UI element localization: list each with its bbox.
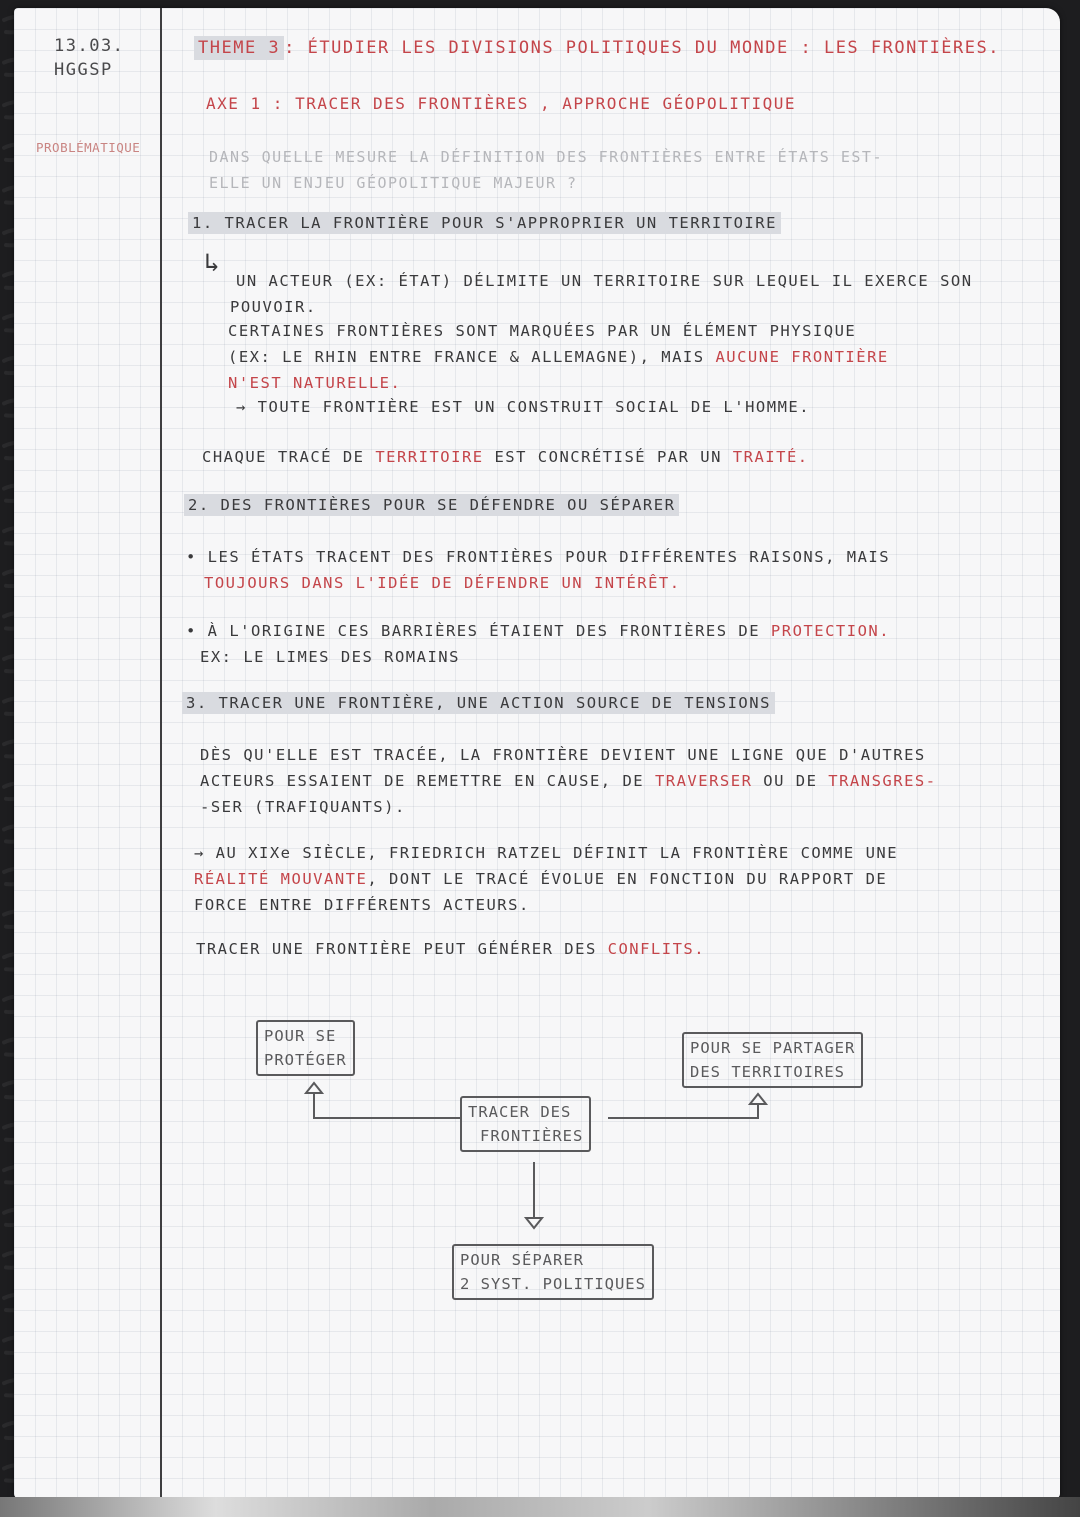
section-2-bullet-2 <box>186 618 890 670</box>
section-2-heading <box>184 492 679 518</box>
theme-text: : ÉTUDIER LES DIVISIONS POLITIQUES DU MONDE : LES FRONTIÈRES. <box>284 38 1000 58</box>
section-3-conflict-line <box>196 936 705 962</box>
section-1-treaty-line <box>202 444 809 470</box>
text-span: CHAQUE TRACÉ DE <box>202 448 376 466</box>
section-2-bullet-1 <box>186 544 890 596</box>
section-1-heading <box>188 214 781 232</box>
highlight-span: TERRITOIRE <box>375 448 484 466</box>
center-box <box>460 1096 591 1152</box>
question-line: ELLE UN ENJEU GÉOPOLITIQUE MAJEUR ? <box>209 174 578 192</box>
box-text: TRACER DES <box>468 1103 572 1121</box>
bottom-box <box>452 1244 654 1300</box>
text-line <box>186 618 890 644</box>
text-line: TOUJOURS DANS L'IDÉE DE DÉFENDRE UN INTÉRÊT. <box>204 574 681 592</box>
section-3-paragraph-2 <box>194 840 898 918</box>
highlight-span: PROTECTION. <box>770 622 891 640</box>
text-line <box>194 866 898 892</box>
conclusion-line: → TOUTE FRONTIÈRE EST UN CONSTRUIT SOCIAL DE L'HOMME. <box>236 398 811 416</box>
text-line: UN ACTEUR (EX: ÉTAT) DÉLIMITE UN TERRITOIRE SUR LEQUEL IL EXERCE SON <box>236 272 973 290</box>
connector-right <box>608 1094 758 1118</box>
problematique-label: PROBLÉMATIQUE <box>36 140 141 155</box>
highlight-span: RÉALITÉ MOUVANTE <box>194 870 368 888</box>
text-line <box>200 768 937 794</box>
text-line <box>228 344 889 370</box>
arrowhead-right <box>750 1094 766 1104</box>
text-line: → AU XIXe SIÈCLE, FRIEDRICH RATZEL DÉFINIT LA FRONTIÈRE COMME UNE <box>194 844 899 862</box>
highlight-span: AUCUNE FRONTIÈRE <box>715 348 889 366</box>
text-line: N'EST NATURELLE. <box>228 374 402 392</box>
connector-left <box>314 1083 460 1118</box>
arrow-icon: ↳ <box>204 248 222 278</box>
text-span: EST CONCRÉTISÉ PAR UN <box>483 448 733 466</box>
theme-label: THEME 3 <box>194 36 284 60</box>
highlight-span: TRANSGRES- <box>828 772 937 790</box>
text-line: CERTAINES FRONTIÈRES SONT MARQUÉES PAR UN ÉLÉMENT PHYSIQUE <box>228 322 857 340</box>
text-line: EX: LE LIMES DES ROMAINS <box>200 648 460 666</box>
text-span: , DONT LE TRACÉ ÉVOLUE EN FONCTION DU RAPPORT DE <box>367 870 888 888</box>
text-span: (EX: LE RHIN ENTRE FRANCE & ALLEMAGNE), MAIS <box>228 348 716 366</box>
box-text: POUR SE <box>264 1027 337 1045</box>
axe-label: AXE 1 : <box>206 94 284 113</box>
axe-title <box>206 94 796 113</box>
text-line: -SER (TRAFIQUANTS). <box>200 798 406 816</box>
text-span: • À L'ORIGINE CES BARRIÈRES ÉTAIENT DES FRONTIÈRES DE <box>186 622 771 640</box>
box-text: 2 SYST. POLITIQUES <box>460 1275 646 1293</box>
box-text: DES TERRITOIRES <box>690 1063 845 1081</box>
text-line: • LES ÉTATS TRACENT DES FRONTIÈRES POUR DIFFÉRENTES RAISONS, MAIS <box>186 548 891 566</box>
section-3-heading <box>182 690 775 716</box>
box-text: PROTÉGER <box>264 1051 347 1069</box>
text-span: OU DE <box>752 772 829 790</box>
highlight-span: CONFLITS. <box>607 940 706 958</box>
note-header <box>54 34 124 82</box>
right-box <box>682 1032 863 1088</box>
arrowhead-left <box>306 1083 322 1093</box>
subject-text: HGGSP <box>54 60 113 80</box>
text-line: POUVOIR. <box>230 298 317 316</box>
box-text: POUR SE PARTAGER <box>690 1039 856 1057</box>
section-3-paragraph-1 <box>200 742 937 820</box>
section-heading-text: 3. TRACER UNE FRONTIÈRE, UNE ACTION SOURCE DE TENSIONS <box>182 692 775 714</box>
question-line: DANS QUELLE MESURE LA DÉFINITION DES FRONTIÈRES ENTRE ÉTATS EST- <box>209 148 883 166</box>
problematique-question <box>209 144 883 196</box>
desk-surface <box>0 1497 1080 1517</box>
highlight-span: TRAVERSER <box>654 772 753 790</box>
text-span: TRACER UNE FRONTIÈRE PEUT GÉNÉRER DES <box>196 940 608 958</box>
left-box <box>256 1020 355 1076</box>
section-heading-text: 2. DES FRONTIÈRES POUR SE DÉFENDRE OU SÉPARER <box>184 494 679 516</box>
arrowhead-bottom <box>526 1218 542 1228</box>
text-line: DÈS QU'ELLE EST TRACÉE, LA FRONTIÈRE DEVIENT UNE LIGNE QUE D'AUTRES <box>200 746 926 764</box>
axe-text: TRACER DES FRONTIÈRES , APPROCHE GÉOPOLITIQUE <box>295 94 797 113</box>
text-line: FORCE ENTRE DIFFÉRENTS ACTEURS. <box>194 896 530 914</box>
box-text: POUR SÉPARER <box>460 1251 584 1269</box>
theme-title <box>194 38 1000 58</box>
margin-line <box>160 8 162 1498</box>
text-span: ACTEURS ESSAIENT DE REMETTRE EN CAUSE, DE <box>200 772 655 790</box>
notebook-page <box>14 8 1060 1498</box>
section-1-paragraph-2 <box>228 318 889 396</box>
section-heading-text: 1. TRACER LA FRONTIÈRE POUR S'APPROPRIER UN TERRITOIRE <box>188 212 781 234</box>
box-text: FRONTIÈRES <box>480 1127 584 1145</box>
date-text: 13.03. <box>54 36 125 56</box>
section-1-paragraph <box>236 268 973 294</box>
highlight-span: TRAITÉ. <box>732 448 809 466</box>
